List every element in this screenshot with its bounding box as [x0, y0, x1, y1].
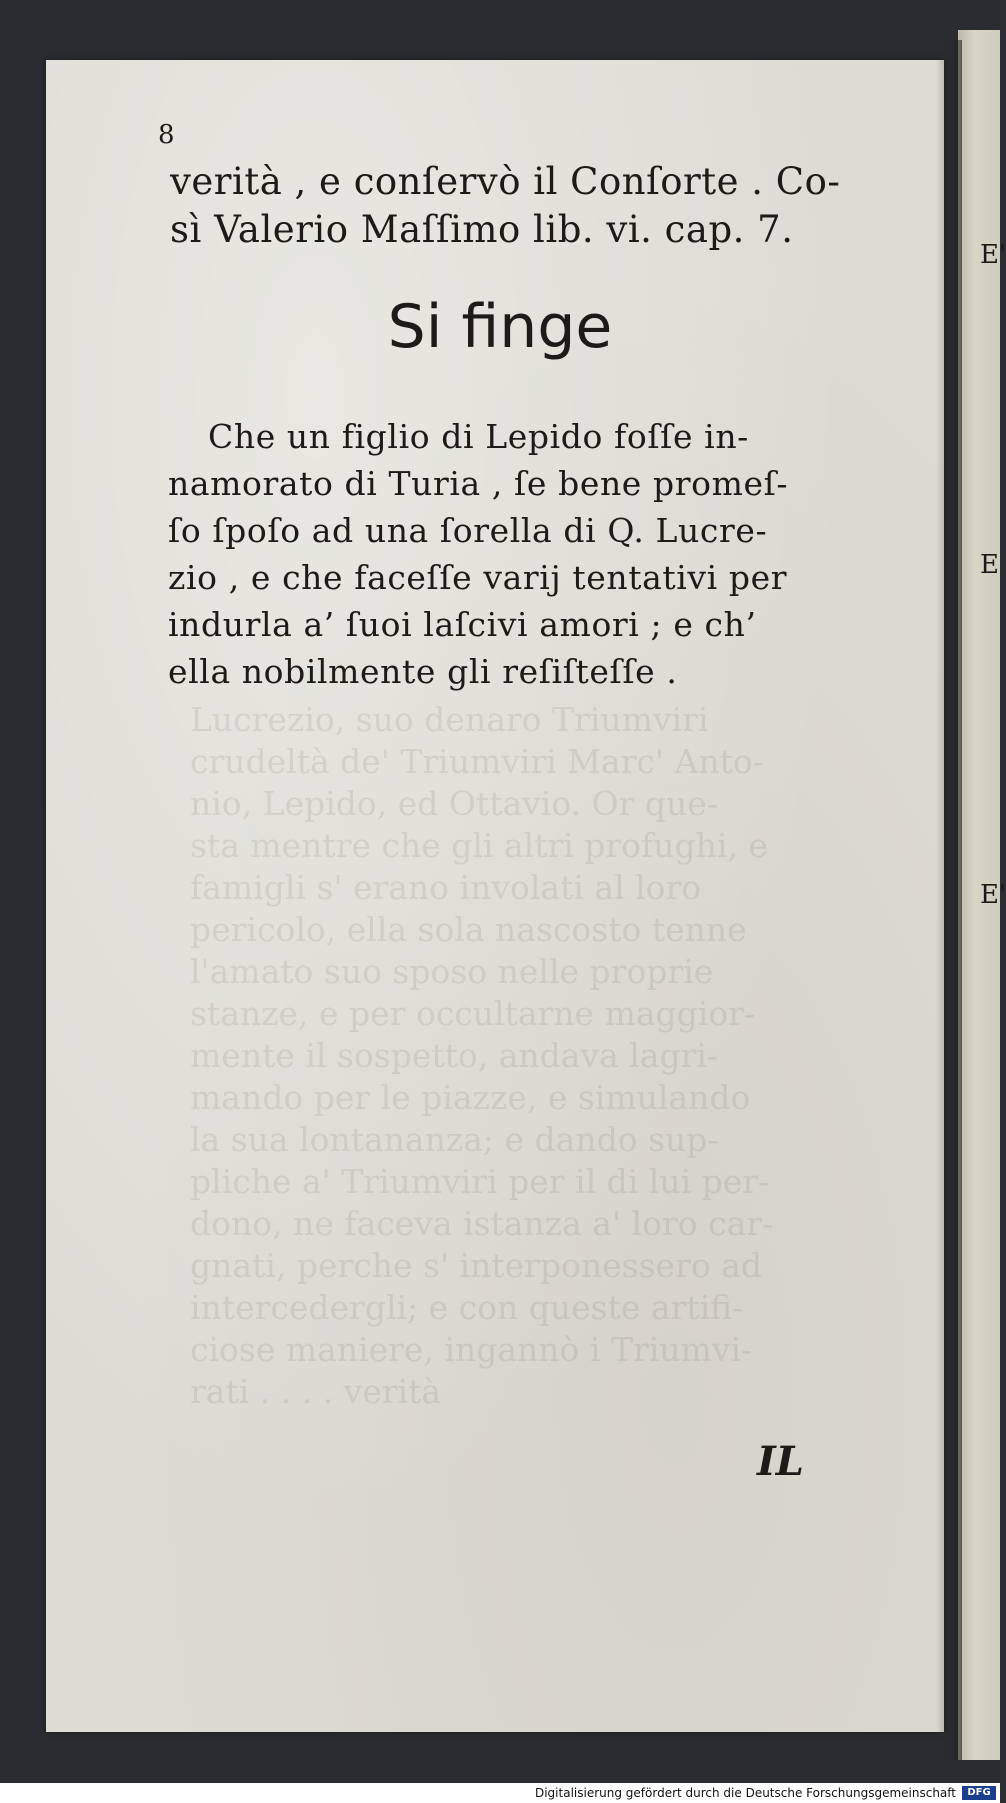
page-number: 8 — [158, 120, 175, 150]
paragraph-line: Che un figlio di Lepido foſſe in- — [208, 417, 749, 456]
show-through-line: mente il sospetto, andava lagri- — [190, 1036, 719, 1075]
facing-page-fragment: E' — [980, 240, 1006, 270]
show-through-line: stanze, e per occultarne maggior- — [190, 994, 756, 1033]
show-through-line: la sua lontananza; e dando sup- — [190, 1120, 719, 1159]
show-through-line: pericolo, ella sola nascosto tenne — [190, 910, 747, 949]
show-through-line: intercedergli; e con queste artifi- — [190, 1288, 744, 1327]
show-through-line: l'amato suo sposo nelle proprie — [190, 952, 714, 991]
show-through-line: ciose maniere, ingannò i Triumvi- — [190, 1330, 753, 1369]
paragraph-line: namorato di Turia , ſe bene promeſ- — [168, 464, 789, 503]
show-through-line: pliche a' Triumviri per il di lui per- — [190, 1162, 770, 1201]
footer-credit: Digitalisierung gefördert durch die Deutsche Forschungsgemeinschaft — [534, 1786, 956, 1800]
show-through-line: crudeltà de' Triumviri Marc' Anto- — [190, 742, 764, 781]
catchword: IL — [757, 1438, 804, 1485]
paragraph-line: zio , e che faceſſe varij tentativi per — [168, 558, 788, 597]
show-through-line: famigli s' erano involati al loro — [190, 868, 702, 907]
show-through-line: Lucrezio, suo denaro Triumviri — [190, 700, 709, 739]
section-heading: Si finge — [387, 292, 613, 362]
digitization-footer — [0, 1783, 1000, 1803]
facing-page-fragment: E' — [980, 880, 1006, 910]
paragraph-line: ſo ſpoſo ad una ſorella di Q. Lucre- — [168, 511, 768, 550]
dfg-logo-icon: DFG — [962, 1786, 996, 1800]
continuation-line: sì Valerio Maſſimo lib. vi. cap. 7. — [170, 208, 794, 251]
show-through-line: mando per le piazze, e simulando — [190, 1078, 751, 1117]
show-through-line: nio, Lepido, ed Ottavio. Or que- — [190, 784, 718, 823]
paragraph-line: ella nobilmente gli reſiſteſſe . — [168, 652, 678, 691]
show-through-line: rati . . . . verità — [190, 1372, 442, 1411]
continuation-line: verità , e conſervò il Conſorte . Co- — [170, 160, 841, 203]
show-through-line: sta mentre che gli altri profughi, e — [190, 826, 768, 865]
show-through-line: gnati, perche s' interponessero ad — [190, 1246, 763, 1285]
show-through-line: dono, ne faceva istanza a' loro car- — [190, 1204, 774, 1243]
facing-page-edge — [958, 30, 1006, 1760]
facing-page-fragment: E — [980, 550, 999, 580]
paragraph-line: indurla a’ ſuoi laſcivi amori ; e ch’ — [168, 605, 757, 644]
